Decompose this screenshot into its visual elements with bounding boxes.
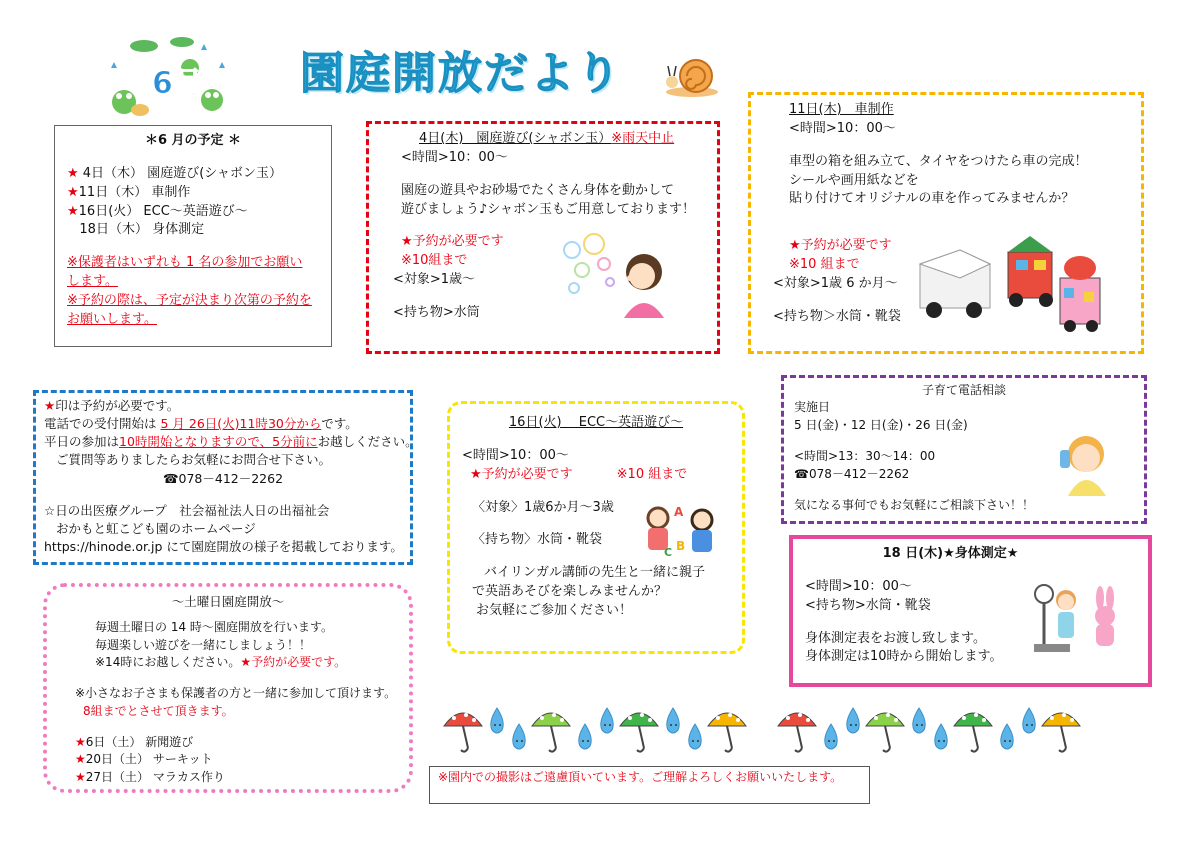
measure-time: <時間>10：00～: [805, 578, 912, 594]
raindrop-icon: [935, 724, 947, 749]
phone-consult-dates: 5 日(金)・12 日(金)・26 日(金): [794, 417, 968, 432]
raindrop-icon: [579, 724, 591, 749]
schedule-item: ★ 4日（木） 園庭遊び(シャボン玉）: [67, 165, 283, 181]
svg-text:B: B: [676, 539, 686, 553]
notice-homepage: おかもと虹こども園のホームページ: [56, 520, 256, 536]
car-title: 11日(木) 車制作: [789, 102, 894, 117]
umbrella-icon: [620, 713, 658, 752]
soap-title: 4日(木) 園庭遊び(シャボン玉）※雨天中止: [419, 131, 675, 146]
ecc-time: <時間>10：00～: [462, 447, 569, 463]
ecc-desc: バイリンガル講師の先生と一緒に親子: [484, 565, 706, 581]
umbrella-icon: [1042, 713, 1080, 752]
car-target: <対象>1歳 6 か月～: [773, 275, 898, 291]
reservation-notice-box: [33, 390, 418, 565]
page-title: 園庭開放だより: [300, 48, 622, 99]
ecc-target: 〈対象〉1歳6か月～3歳: [472, 499, 614, 515]
ecc-desc: お気軽にご参加ください！: [476, 602, 633, 618]
raindrop-icon: [825, 724, 837, 749]
ecc-title: 16日(火) ECC～英語遊び～: [508, 415, 684, 430]
soap-belongings: <持ち物>水筒: [393, 304, 480, 320]
notice-url: https://hinode.or.jp にて園庭開放の様子を掲載しております。: [44, 538, 403, 554]
raindrop-icon: [491, 708, 503, 733]
umbrella-icon: [954, 713, 992, 752]
soap-target: <対象>1歳～: [393, 272, 476, 288]
phone-consult-phone: ☎078－412－2262: [794, 466, 910, 481]
umbrella-icon: [866, 713, 904, 752]
notice-line: 平日の参加は10時開始となりますので、5分前にお越しください。: [44, 434, 418, 450]
car-time: <時間>10：00～: [789, 120, 896, 136]
car-desc: 車型の箱を組み立て、タイヤをつけたら車の完成！: [789, 153, 1088, 169]
raindrop-icon: [913, 708, 925, 733]
ecc-desc: で英語あそびを楽しみませんか？: [472, 584, 668, 600]
month-badge: [104, 32, 234, 120]
phone-consult-label: 実施日: [794, 400, 831, 415]
raindrop-icon: [689, 724, 701, 749]
raindrop-icon: [513, 724, 525, 749]
soap-time: <時間>10：00～: [401, 149, 508, 165]
saturday-kids-note: ※小さなお子さまも保護者の方と一緒に参加して頂けます。: [75, 686, 397, 701]
raindrop-icon: [667, 708, 679, 733]
soap-desc: 遊びましょう♪シャボン玉もご用意しております！: [401, 201, 696, 217]
soap-groups: ※10組まで: [401, 253, 468, 269]
raindrop-icon: [601, 708, 613, 733]
notice-line: 電話での受付開始は 5 月 26日(火)11時30分からです。: [44, 416, 358, 432]
raindrop-icon: [1023, 708, 1035, 733]
saturday-open-box: [43, 583, 413, 793]
car-desc: 貼り付けてオリジナルの車を作ってみませんか？: [789, 191, 1075, 207]
umbrella-icon: [778, 713, 816, 752]
photo-note: ※園内での撮影はご遠慮頂いています。ご理解よろしくお願いいたします。: [438, 770, 843, 784]
car-reserve: ★予約が必要です: [789, 238, 892, 254]
schedule-heading: ＊6 月の予定 ＊: [144, 133, 242, 148]
schedule-note: ※予約の際は、予定が決まり次第の予約を: [67, 292, 312, 308]
car-groups: ※10 組まで: [789, 257, 860, 273]
ecc-reserve-row: ★予約が必要です ※10 組まで: [470, 466, 688, 482]
notice-org: ☆日の出医療グループ 社会福祉法人日の出福祉会: [44, 502, 330, 518]
car-desc: シールや画用紙などを: [789, 172, 919, 188]
svg-text:C: C: [664, 546, 673, 558]
schedule-item: 18日（木） 身体測定: [67, 222, 205, 238]
measure-desc: 身体測定表をお渡し致します。: [805, 630, 986, 646]
soap-desc: 園庭の遊具やお砂場でたくさん身体を動かして: [401, 182, 675, 198]
schedule-note: お願いします。: [67, 311, 157, 327]
photo-note-box: [429, 766, 870, 804]
month-label: 6月: [152, 66, 203, 101]
raindrop-icon: [1001, 724, 1013, 749]
car-belongings: <持ち物＞水筒・靴袋: [773, 308, 901, 324]
phone-consult-note: 気になる事何でもお気軽にご相談下さい！！: [794, 497, 1035, 512]
saturday-event: ★20日（土） サーキット: [75, 752, 213, 767]
saturday-line: 毎週楽しい遊びを一緒にしましょう！！: [95, 637, 312, 652]
svg-text:A: A: [674, 505, 684, 519]
measure-title: 18 日(木)★身体測定★: [882, 546, 1019, 561]
notice-phone: ☎078－412－2262: [162, 470, 284, 486]
ecc-belongings: 〈持ち物〉水筒・靴袋: [472, 532, 603, 548]
soap-reserve: ★予約が必要です: [401, 234, 504, 250]
saturday-line: 毎週土曜日の 14 時～園庭開放を行います。: [95, 620, 333, 635]
umbrella-decoration-row: [438, 702, 1118, 758]
saturday-event: ★6日（土） 新聞遊び: [75, 735, 194, 750]
umbrella-icon: [444, 713, 482, 752]
notice-line: ご質問等ありましたらお気軽にお問合せ下さい。: [56, 452, 332, 468]
saturday-event: ★27日（土） マラカス作り: [75, 769, 225, 784]
raindrop-icon: [847, 708, 859, 733]
child-phone-icon: [1052, 430, 1112, 503]
umbrella-icon: [532, 713, 570, 752]
snail-icon: [664, 54, 722, 105]
saturday-limit: 8組までとさせて頂きます。: [83, 703, 234, 718]
schedule-item: ★11日（木） 車制作: [67, 184, 191, 200]
phone-consult-title: 子育て電話相談: [921, 383, 1006, 397]
phone-consult-time: <時間>13：30～14：00: [794, 449, 936, 464]
notice-line: ★印は予約が必要です。: [44, 398, 180, 413]
schedule-item: ★16日(火） ECC～英語遊び～: [67, 203, 248, 219]
saturday-note: ※14時にお越しください。★予約が必要です。: [95, 654, 347, 669]
schedule-box: [54, 125, 332, 347]
saturday-title: ～土曜日園庭開放～: [171, 594, 285, 609]
kids-abc-icon: [640, 502, 720, 565]
scale-girl-icon: [1030, 580, 1120, 663]
schedule-note: ※保護者はいずれも 1 名の参加でお願い: [67, 255, 303, 271]
bubbles-girl-icon: [560, 232, 670, 325]
umbrella-icon: [708, 713, 746, 752]
schedule-note: します。: [67, 274, 118, 290]
measure-belongings: <持ち物>水筒・靴袋: [805, 597, 931, 613]
measure-desc: 身体測定は10時から開始します。: [805, 649, 1003, 665]
toy-car-icon: [912, 234, 1112, 341]
